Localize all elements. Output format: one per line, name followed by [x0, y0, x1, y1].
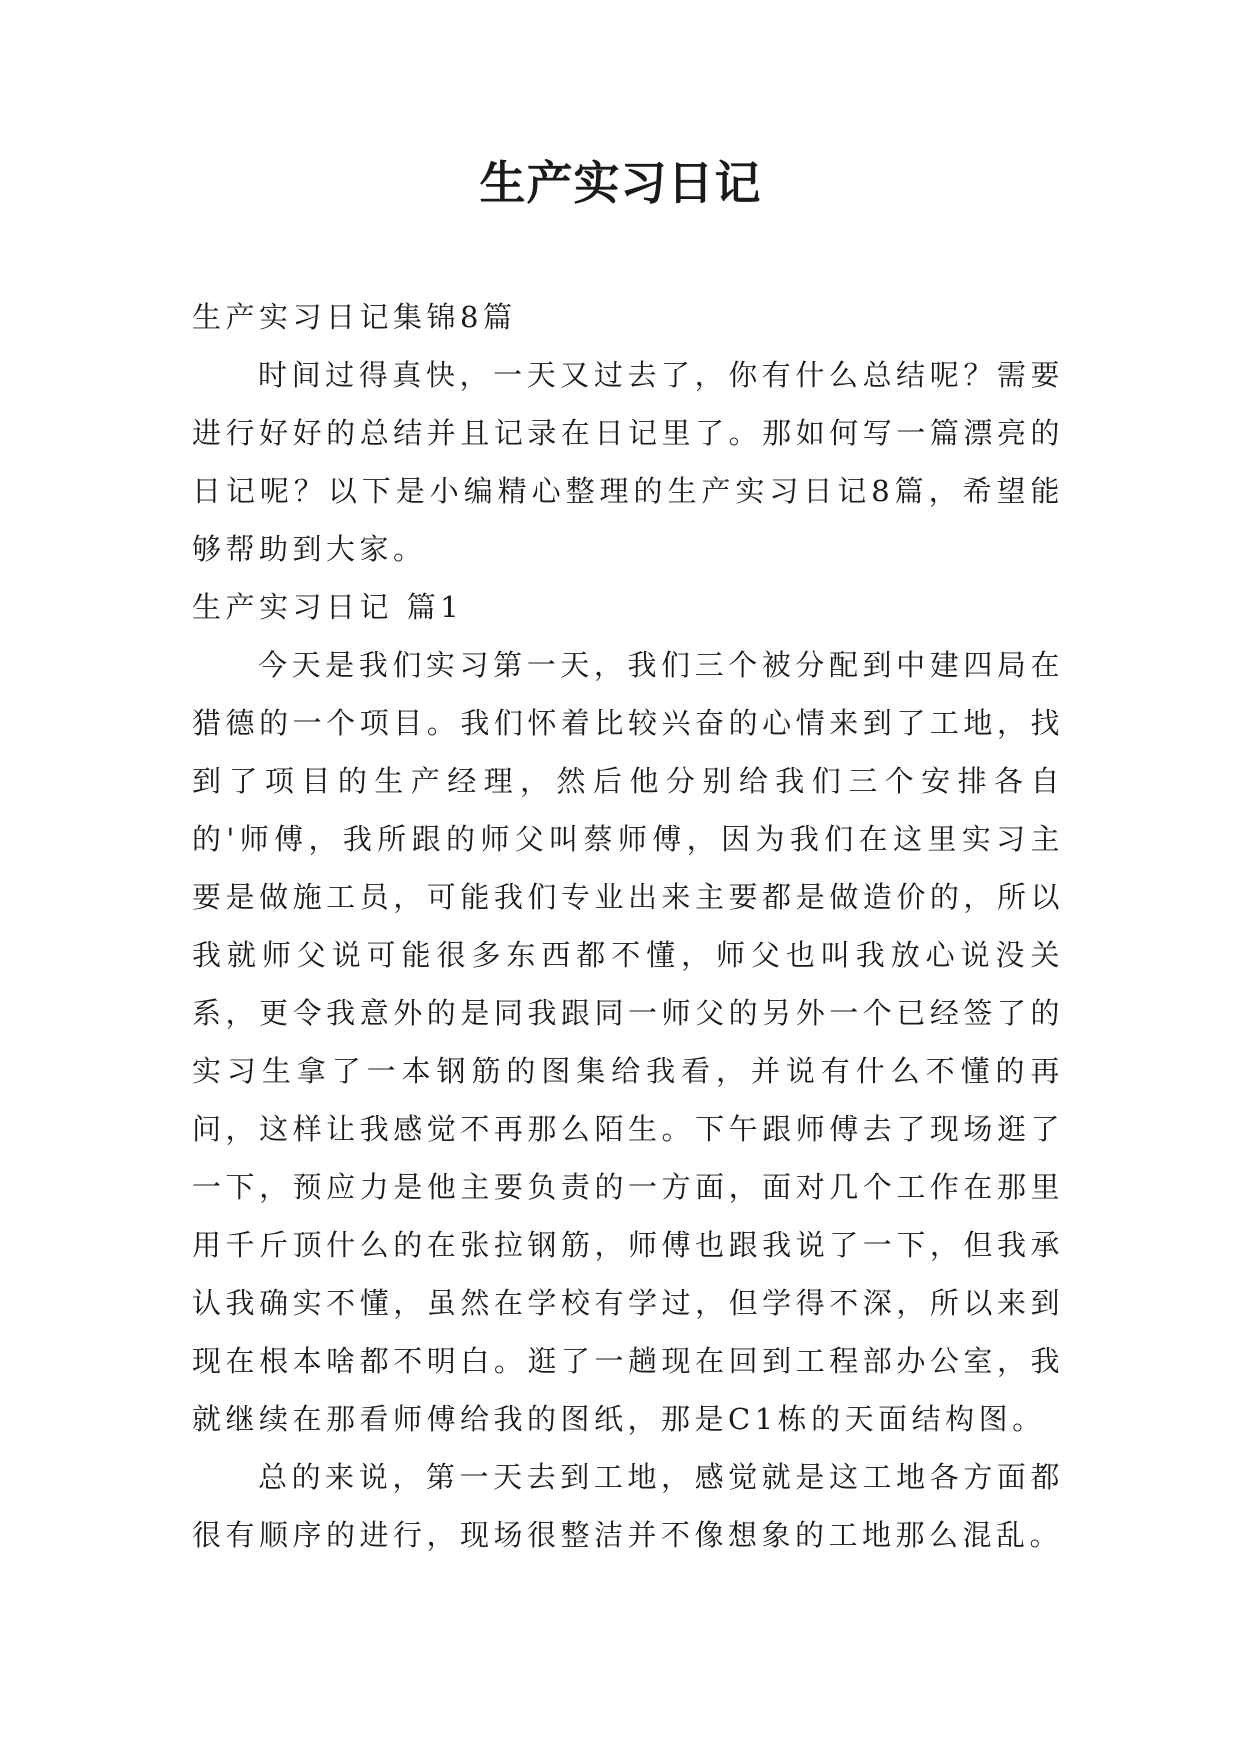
document-body — [192, 288, 1064, 1564]
article-paragraph: 总的来说，第一天去到工地，感觉就是这工地各方面都很有顺序的进行，现场很整洁并不像想象的工地那么混乱。 — [192, 1460, 1064, 1552]
document-title: 生产实习日记 — [479, 156, 762, 210]
article-paragraph: 今天是我们实习第一天，我们三个被分配到中建四局在猎德的一个项目。我们怀着比较兴奋的心情来到了工地，找到了项目的生产经理，然后他分别给我们三个安排各自的'师傅，我所跟的师父叫蔡师傅，因为我们在这里实习主要是做施工员，可能我们专业出来主要都是做造价的，所以我就师父说可能很多东西都不懂，师父也叫我放心说没关系，更令我意外的是同我跟同一师父的另外一个已经签了的实习生拿了一本钢筋的图集给我看，并说有什么不懂的再问，这样让我感觉不再那么陌生。下午跟师傅去了现场逛了一下，预应力是他主要负责的一方面，面对几个工作在那里用千斤顶什么的在张拉钢筋，师傅也跟我说了一下，但我承认我确实不懂，虽然在学校有学过，但学得不深，所以来到现在根本啥都不明白。逛了一趟现在回到工程部办公室，我就继续在那看师傅给我的图纸，那是C1栋的天面结构图。 — [192, 648, 1064, 1436]
collection-heading: 生产实习日记集锦8篇 — [192, 300, 517, 334]
article-heading: 生产实习日记 篇1 — [192, 590, 464, 624]
intro-paragraph: 时间过得真快，一天又过去了，你有什么总结呢？需要进行好好的总结并且记录在日记里了。那如何写一篇漂亮的日记呢？以下是小编精心整理的生产实习日记8篇，希望能够帮助到大家。 — [192, 358, 1064, 566]
